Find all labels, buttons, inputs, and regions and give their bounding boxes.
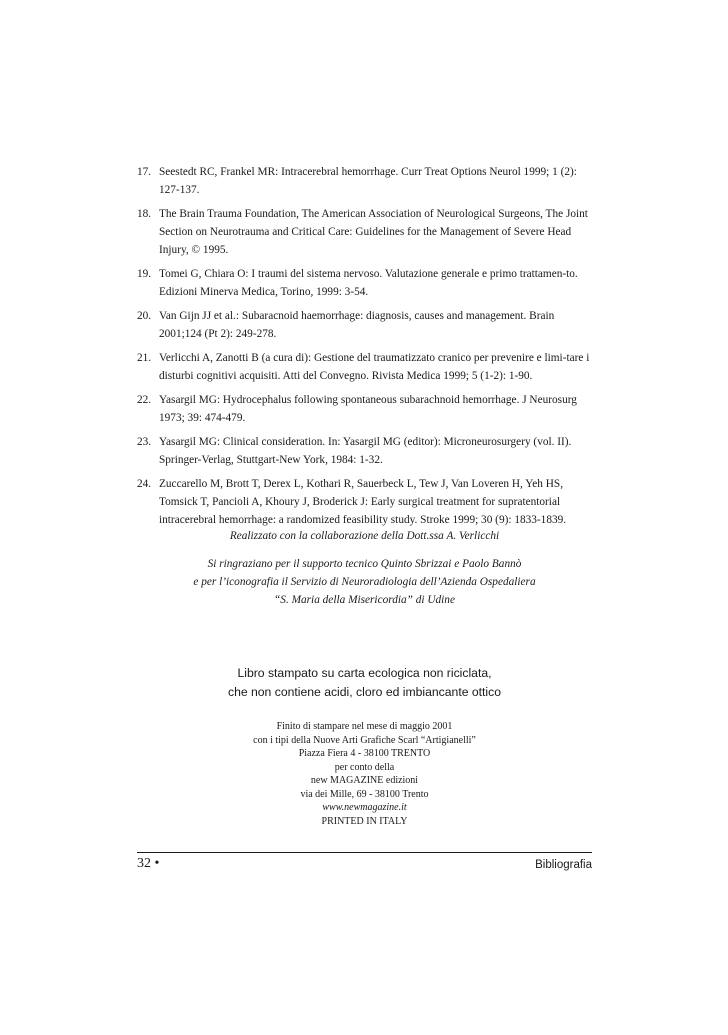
reference-number: 18. — [137, 208, 152, 220]
colophon-print-date: Finito di stampare nel mese di maggio 2001 — [276, 721, 453, 732]
reference-item — [137, 265, 592, 301]
colophon-printed-in: PRINTED IN ITALY — [321, 815, 408, 827]
reference-text: Verlicchi A, Zanotti B (a cura di): Gestione del traumatizzato cranico per prevenire e limi-tare i disturbi cognitivi acquisiti. Atti del Convegno. Rivista Medica 1999; 5 (1-2): 1-90. — [159, 352, 590, 382]
credits-realized-line: Realizzato con la collaborazione della Dott.ssa A. Verlicchi — [229, 530, 500, 542]
credits-thanks — [137, 555, 592, 609]
reference-number: 22. — [137, 394, 152, 406]
eco-note-line-2: che non contiene acidi, cloro ed imbiancante ottico — [227, 685, 502, 699]
reference-number: 24. — [137, 478, 152, 490]
reference-item — [137, 475, 592, 529]
reference-number: 20. — [137, 310, 152, 322]
colophon-printer-address: Piazza Fiera 4 - 38100 TRENTO — [298, 748, 431, 759]
credits-thanks-line-2: e per l’iconografia il Servizio di Neuroradiologia dell’Azienda Ospedaliera — [193, 576, 536, 588]
eco-paper-note — [137, 664, 592, 702]
credits-thanks-line-3: “S. Maria della Misericordia” di Udine — [274, 594, 455, 606]
colophon-website-link[interactable]: www.newmagazine.it — [322, 802, 407, 813]
colophon-publisher: new MAGAZINE edizioni — [310, 775, 419, 786]
reference-list — [137, 163, 592, 535]
footer-divider — [137, 852, 592, 853]
reference-number: 17. — [137, 166, 152, 178]
reference-number: 21. — [137, 352, 152, 364]
reference-item — [137, 349, 592, 385]
reference-item — [137, 205, 592, 259]
reference-item — [137, 391, 592, 427]
reference-text: The Brain Trauma Foundation, The American Association of Neurological Surgeons, The Joint Section on Neurotrauma and Critical Care: Guidelines for the Management of Severe Head Injury, © 1995. — [159, 208, 588, 256]
eco-note-line-1: Libro stampato su carta ecologica non riciclata, — [237, 666, 492, 680]
credits-realized — [137, 527, 592, 545]
reference-item — [137, 163, 592, 199]
colophon-printer: con i tipi della Nuove Arti Grafiche Scarl “Artigianelli” — [253, 734, 476, 746]
reference-text: Zuccarello M, Brott T, Derex L, Kothari R, Sauerbeck L, Tew J, Van Loveren H, Yeh HS, Tomsick T, Pancioli A, Khoury J, Broderick J: Early surgical treatment for supratentorial intracerebral hemorrhage: a randomized feasibility study. Stroke 1999; 30 (9): 1833-1839. — [159, 478, 567, 526]
running-footer-section: Bibliografia — [535, 859, 592, 871]
reference-number: 19. — [137, 268, 152, 280]
page-number: 32 • — [137, 856, 160, 871]
colophon-on-behalf: per conto della — [334, 761, 395, 773]
colophon — [137, 720, 592, 828]
reference-text: Seestedt RC, Frankel MR: Intracerebral hemorrhage. Curr Treat Options Neurol 1999; 1 (2): 127-137. — [159, 166, 577, 196]
reference-item — [137, 433, 592, 469]
reference-item — [137, 307, 592, 343]
reference-text: Yasargil MG: Hydrocephalus following spontaneous subarachnoid hemorrhage. J Neurosurg 1973; 39: 474-479. — [159, 394, 577, 424]
reference-text: Tomei G, Chiara O: I traumi del sistema nervoso. Valutazione generale e primo trattamen-to. Edizioni Minerva Medica, Torino, 1999: 3-54. — [159, 268, 578, 298]
reference-text: Yasargil MG: Clinical consideration. In: Yasargil MG (editor): Microneurosurgery (vol. II). Springer-Verlag, Stuttgart-New York, 1984: 1-32. — [159, 436, 572, 466]
reference-text: Van Gijn JJ et al.: Subaracnoid haemorrhage: diagnosis, causes and management. Brain 2001;124 (Pt 2): 249-278. — [159, 310, 555, 340]
colophon-publisher-address: via dei Mille, 69 - 38100 Trento — [300, 788, 429, 800]
reference-number: 23. — [137, 436, 152, 448]
credits-thanks-line-1: Si ringraziano per il supporto tecnico Quinto Sbrizzai e Paolo Bannò — [207, 558, 522, 570]
